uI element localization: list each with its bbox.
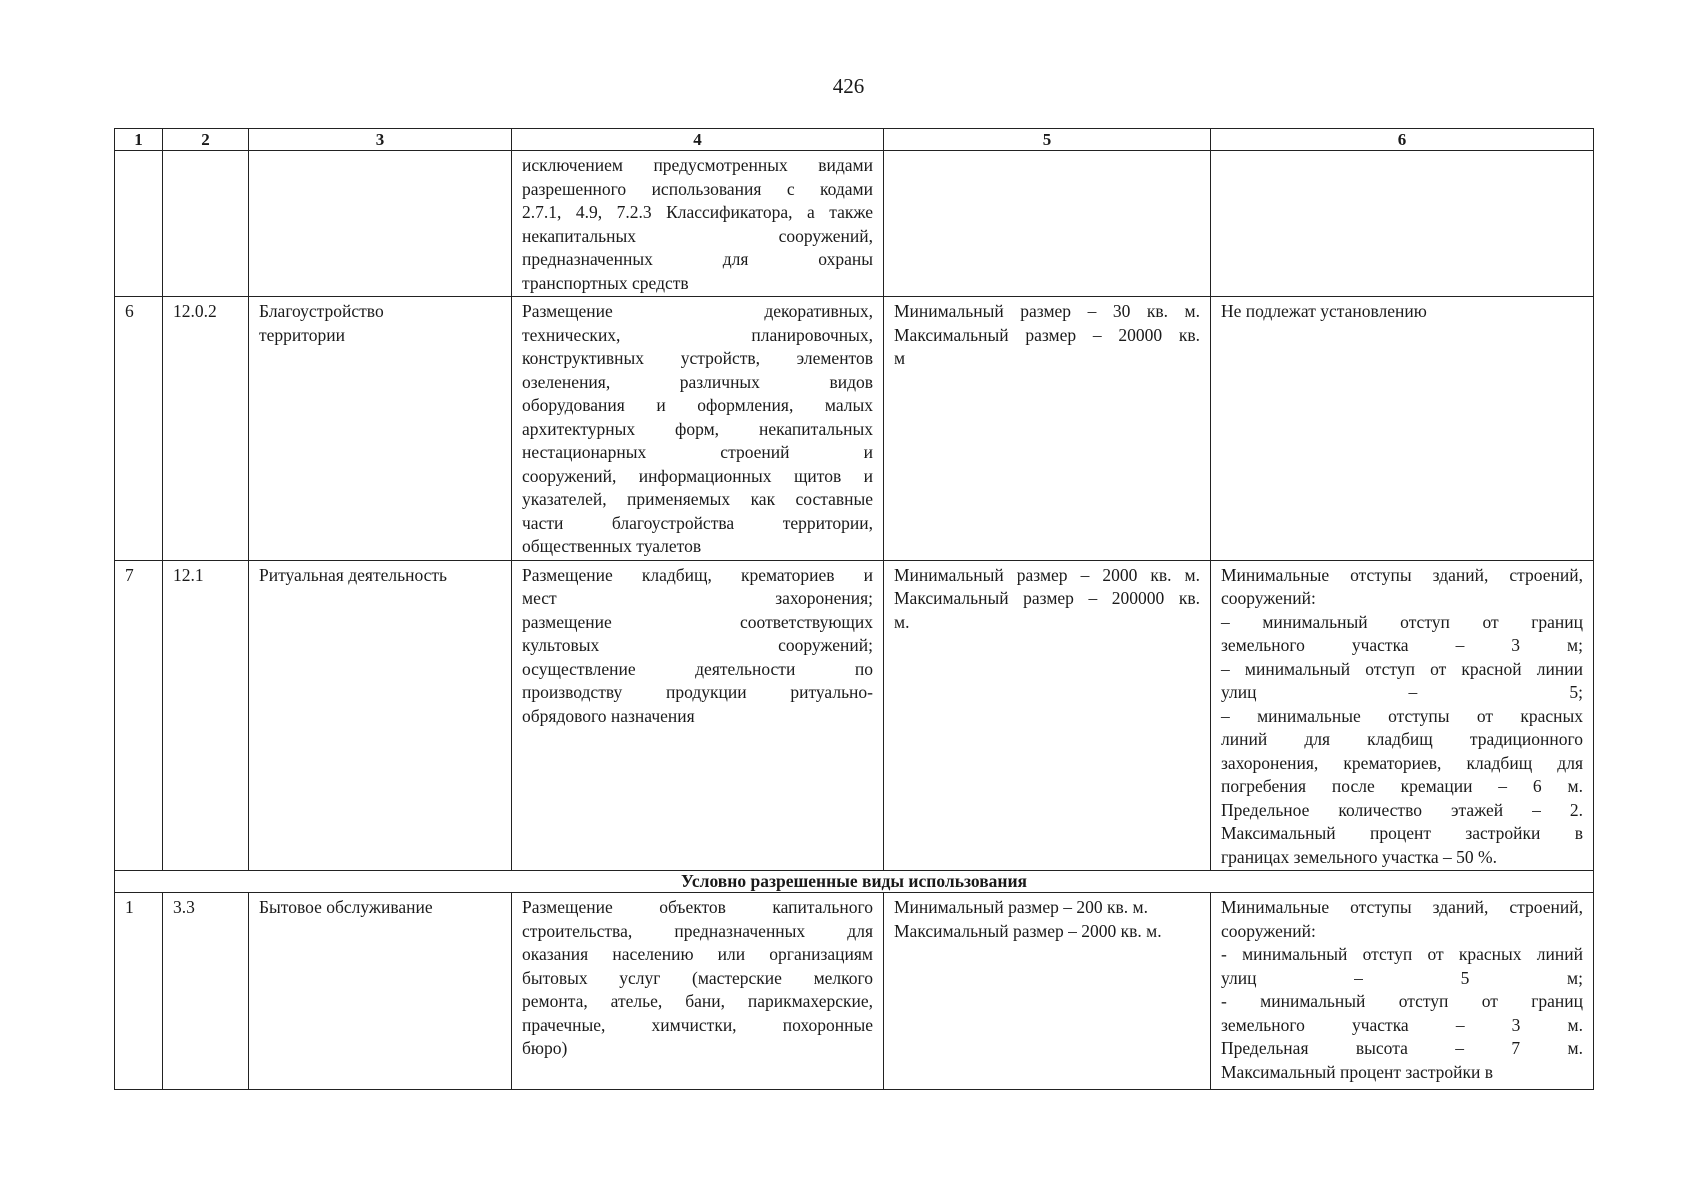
cell-description <box>512 560 884 871</box>
cell-text-line: земельного участка – 3 м. <box>1221 1014 1583 1035</box>
cell-text-line: Размещение кладбищ, крематориев и <box>522 564 873 585</box>
cell-text-line: границах земельного участка – 50 %. <box>1221 846 1497 867</box>
cell-text-line: - минимальный отступ от границ <box>1221 991 1583 1011</box>
cell-text-line: некапитальных сооружений, <box>522 225 873 246</box>
cell-text-line: транспортных средств <box>522 272 689 293</box>
table-row-6 <box>115 297 1594 561</box>
cell-num: 6 <box>115 297 163 561</box>
cell-text-line: Размещение декоративных, <box>522 301 873 321</box>
cell-text-line: оказания населению или организациям <box>522 944 873 964</box>
cell-text-line: Минимальный размер – 200 кв. м. <box>894 897 1148 917</box>
cell-code: 12.1 <box>163 560 249 871</box>
cell-text-line: Минимальные отступы зданий, строений, <box>1221 897 1583 917</box>
cell-params <box>1211 560 1594 871</box>
cell-text-line: захоронения, крематориев, кладбищ для <box>1221 752 1583 773</box>
cell-text-line: разрешенного использования с кодами <box>522 178 873 199</box>
table-row-1 <box>115 893 1594 1090</box>
cell-text-line: конструктивных устройств, элементов <box>522 348 873 368</box>
header-col-2: 2 <box>163 129 249 151</box>
cell-text-line: - минимальный отступ от красных линий <box>1221 944 1583 964</box>
cell-text-line: Предельное количество этажей – 2. <box>1221 799 1583 820</box>
header-col-6: 6 <box>1211 129 1594 151</box>
cell-name <box>249 297 512 561</box>
cell-text-line: Не подлежат установлению <box>1221 301 1427 321</box>
cell-text-line: указателей, применяемых как составные <box>522 489 873 509</box>
cell-size <box>884 893 1211 1090</box>
section-row <box>115 871 1594 893</box>
cell-text-line: культовых сооружений; <box>522 635 873 655</box>
cell-text-line: м. <box>894 611 910 632</box>
header-col-5: 5 <box>884 129 1211 151</box>
cell-text-line: погребения после кремации – 6 м. <box>1221 776 1583 796</box>
cell-text-line: бюро) <box>522 1038 568 1058</box>
cell-code: 12.0.2 <box>163 297 249 561</box>
cell-text-line: 2.7.1, 4.9, 7.2.3 Классификатора, а также <box>522 202 873 222</box>
cell-text-line: ремонта, ателье, бани, парикмахерские, <box>522 991 873 1011</box>
cell-text-line: исключением предусмотренных видами <box>522 155 873 175</box>
cell-text-line: Благоустройство <box>259 301 384 321</box>
cell-text-line: производству продукции ритуально- <box>522 682 873 702</box>
cell-num: 7 <box>115 560 163 871</box>
cell-params <box>1211 151 1594 297</box>
cell-description <box>512 297 884 561</box>
cell-name <box>249 151 512 297</box>
header-col-3: 3 <box>249 129 512 151</box>
cell-size <box>884 560 1211 871</box>
cell-text-line: Минимальные отступы зданий, строений, <box>1221 564 1583 585</box>
cell-text-line: архитектурных форм, некапитальных <box>522 418 873 439</box>
cell-text-line: – минимальные отступы от красных <box>1221 705 1583 726</box>
cell-description <box>512 893 884 1090</box>
cell-code <box>163 151 249 297</box>
cell-description <box>512 151 884 297</box>
cell-text-line: – минимальный отступ от красной линии <box>1221 658 1583 679</box>
cell-text-line: Максимальный процент застройки в <box>1221 823 1583 843</box>
cell-text-line: Размещение объектов капитального <box>522 897 873 917</box>
cell-text-line: сооружений: <box>1221 920 1316 941</box>
cell-text-line: размещение соответствующих <box>522 611 873 632</box>
cell-text-line: – минимальный отступ от границ <box>1221 611 1583 632</box>
table-row-7 <box>115 560 1594 871</box>
cell-text-line: бытовых услуг (мастерские мелкого <box>522 967 873 988</box>
cell-text-line: улиц – 5 м; <box>1221 967 1583 988</box>
cell-params <box>1211 297 1594 561</box>
header-col-4: 4 <box>512 129 884 151</box>
cell-text-line: Ритуальная деятельность <box>259 564 448 585</box>
cell-size <box>884 297 1211 561</box>
cell-text-line: предназначенных для охраны <box>522 249 873 269</box>
cell-text-line: Предельная высота – 7 м. <box>1221 1038 1583 1058</box>
cell-text-line: части благоустройства территории, <box>522 512 873 533</box>
cell-text-line: сооружений: <box>1221 588 1316 608</box>
cell-text-line: мест захоронения; <box>522 588 873 608</box>
cell-text-line: Максимальный размер – 20000 кв. <box>894 324 1200 345</box>
cell-text-line: обрядового назначения <box>522 705 695 726</box>
section-title: Условно разрешенные виды использования <box>115 871 1594 893</box>
cell-text-line: прачечные, химчистки, похоронные <box>522 1014 873 1035</box>
cell-text-line: оборудования и оформления, малых <box>522 395 873 415</box>
cell-text-line: территории <box>259 324 345 345</box>
table-header-row <box>115 129 1594 151</box>
table-row-continuation <box>115 151 1594 297</box>
cell-text-line: сооружений, информационных щитов и <box>522 465 873 486</box>
cell-text-line: Минимальный размер – 30 кв. м. <box>894 301 1200 321</box>
cell-text-line: земельного участка – 3 м; <box>1221 635 1583 655</box>
header-col-1: 1 <box>115 129 163 151</box>
cell-num <box>115 151 163 297</box>
cell-text-line: озеленения, различных видов <box>522 371 873 392</box>
cell-name <box>249 560 512 871</box>
land-use-table <box>114 128 1594 1090</box>
cell-params <box>1211 893 1594 1090</box>
cell-text-line: Минимальный размер – 2000 кв. м. <box>894 564 1200 585</box>
cell-num: 1 <box>115 893 163 1090</box>
cell-text-line: линий для кладбищ традиционного <box>1221 729 1583 749</box>
page-number: 426 <box>832 74 865 98</box>
cell-text-line: строительства, предназначенных для <box>522 920 873 941</box>
cell-text-line: Бытовое обслуживание <box>259 897 433 917</box>
cell-text-line: Максимальный размер – 200000 кв. <box>894 588 1200 608</box>
cell-size <box>884 151 1211 297</box>
cell-text-line: Максимальный процент застройки в <box>1221 1061 1494 1082</box>
cell-code: 3.3 <box>163 893 249 1090</box>
cell-text-line: Максимальный размер – 2000 кв. м. <box>894 920 1162 941</box>
cell-name <box>249 893 512 1090</box>
cell-text-line: м <box>894 348 906 368</box>
cell-text-line: общественных туалетов <box>522 536 702 556</box>
cell-text-line: нестационарных строений и <box>522 442 873 462</box>
cell-text-line: осуществление деятельности по <box>522 658 873 679</box>
cell-text-line: технических, планировочных, <box>522 324 873 345</box>
cell-text-line: улиц – 5; <box>1221 682 1583 702</box>
